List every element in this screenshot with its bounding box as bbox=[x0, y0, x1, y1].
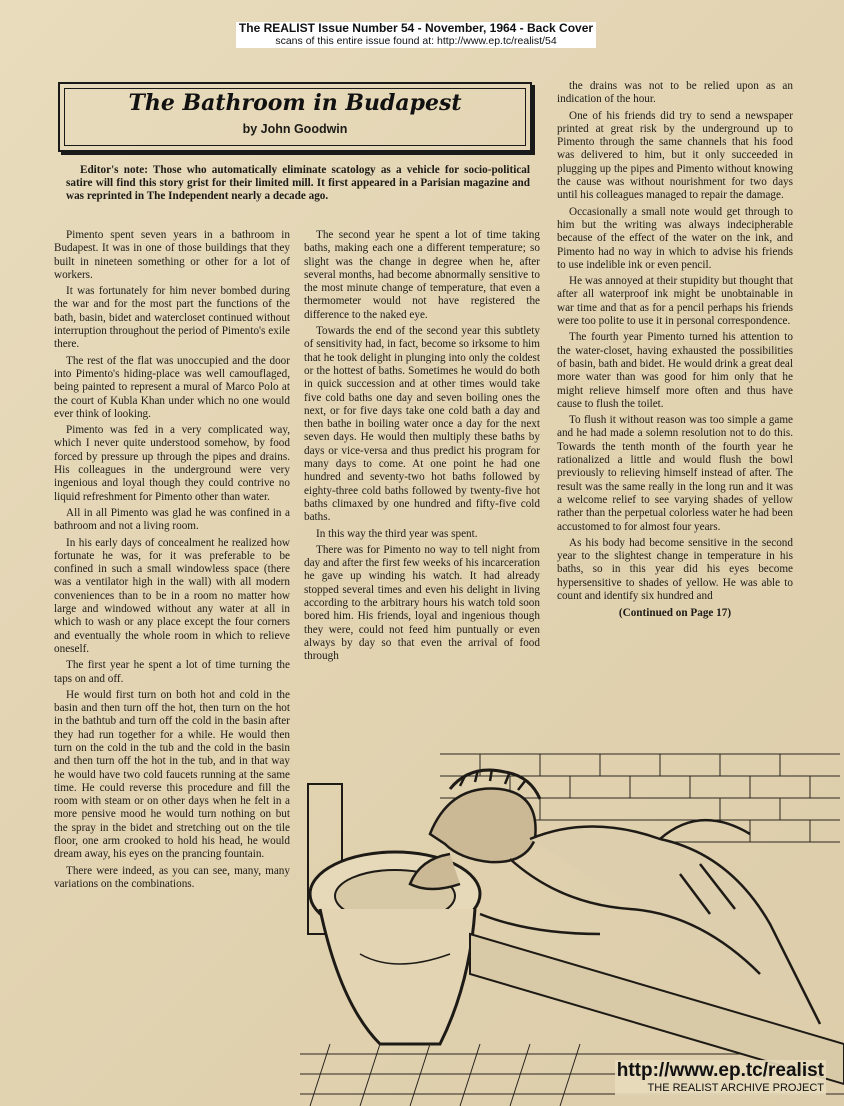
archive-footer bbox=[615, 1060, 826, 1095]
title-box bbox=[58, 82, 532, 152]
paragraph: It was fortunately for him never bombed during the war and for the most part the functions of the bath, basin, bidet and watercloset continued without interruption throughout the period of Pimento's exile there. bbox=[54, 285, 290, 351]
paragraph: The rest of the flat was unoccupied and the door into Pimento's hiding-place was well camouflaged, being painted to represent a mural of Marco Polo at the court of Kubla Khan under which no one would ever think of looking. bbox=[54, 354, 290, 420]
paragraph: All in all Pimento was glad he was confined in a bathroom and not a living room. bbox=[54, 506, 290, 533]
paragraph: The second year he spent a lot of time taking baths, making each one a different temperature; so slight was the change in degree when he, after several months, had become abnormally sensitive to the most minute change of temperature, that even a thermometer would not have registered the difference to the naked eye. bbox=[304, 229, 540, 321]
article-column-1 bbox=[54, 229, 290, 894]
article-column-2 bbox=[304, 229, 540, 667]
scans-link-caption: scans of this entire issue found at: http://www.ep.tc/realist/54 bbox=[275, 35, 557, 47]
article-title: The Bathroom in Budapest bbox=[128, 90, 462, 116]
paragraph: In this way the third year was spent. bbox=[316, 527, 478, 540]
paragraph: The first year he spent a lot of time turning the taps on and off. bbox=[54, 659, 290, 685]
paragraph: He would first turn on both hot and cold in the basin and then turn off the hot, then turn on the hot in the bathtub and turn off the cold in the basin after they had run together for a while. He would then turn on the cold in the tub and the cold in the basin and then turn off the hot in the tub, and in that way he would have two cold faucets running at the same time. He could reverse this procedure and fill the room with steam or on other days when he felt in a more pensive mood he would turn nothing on but the spray in the bidet and stretching out on the tile floor, one arm crooked to hold his head, he would dream away, his eyes on the prancing fountain. bbox=[54, 688, 290, 861]
paragraph: He was annoyed at their stupidity but thought that after all waterproof ink might be unobtainable in war time and that as for a pencil perhaps his friends were too polite to use it in personal correspondence. bbox=[557, 275, 793, 328]
paragraph: In his early days of concealment he realized how fortunate he was, for it was preferable to be confined in such a small windowless space (there was a ventilator high in the wall) with all modern conveniences than to be in a room no matter how large and windowed without any water at all in which to wash or any place except the four corners and eventually the whole room in which to relieve oneself. bbox=[54, 536, 290, 655]
toilet-illustration bbox=[300, 744, 844, 1106]
paragraph: There was for Pimento no way to tell night from day and after the first few weeks of his incarceration he gave up winding his watch. It had already stopped several times and even his delight in living according to the arbitrary hours his watch told soon bored him. His friends, loyal and ingenious though they were, could not feed him puntually or even always by day so that even the arrival of food through bbox=[304, 543, 540, 663]
paragraph: To flush it without reason was too simple a game and he had made a solemn resolution not to do this. Towards the tenth month of the fourth year he rationalized a little and would flush the bowl previously to relieving himself instead of after. The result was the same really in the long run and it was a welcome relief to see varying shades of yellow rather than the perpetual colorless water he had been accustomed to for almost four years. bbox=[557, 414, 793, 533]
paragraph: Occasionally a small note would get through to him but the writing was always indecipherable because of the effect of the water on the ink, and Pimento had no way in which to advise his friends to use indelible ink or even pencil. bbox=[557, 205, 793, 271]
paragraph: There were indeed, as you can see, many, many variations on the combinations. bbox=[54, 864, 290, 890]
archive-url: http://www.ep.tc/realist bbox=[616, 1060, 824, 1081]
paragraph: Pimento spent seven years in a bathroom in Budapest. It was in one of those buildings that they built in nineteen something or other for a lot of workers. bbox=[54, 229, 290, 281]
paragraph: the drains was not to be relied upon as an indication of the hour. bbox=[557, 80, 793, 106]
paragraph: As his body had become sensitive in the second year to the slightest change in temperature in his baths, so in this year did his eyes become hypersensitive to shades of yellow. He was able to count and identify six hundred and bbox=[557, 536, 793, 602]
article-column-3 bbox=[557, 80, 793, 624]
paragraph: One of his friends did try to send a newspaper printed at great risk by the underground up to Pimento through the same channels that his food was delivered to him, but it only succeeded in plugging up the pipes and Pimento without knowing the cause was without nourishment for two days until his colleagues managed to repair the damage. bbox=[557, 109, 793, 202]
issue-caption: The REALIST Issue Number 54 - November, 1964 - Back Cover bbox=[238, 21, 594, 35]
editors-note: Editor's note: Those who automatically eliminate scatology as a vehicle for socio-political satire will find this story grist for their limited mill. It first appeared in a Parisian magazine and was reprinted in The Independent nearly a decade ago. bbox=[66, 164, 530, 203]
archive-project-label: THE REALIST ARCHIVE PROJECT bbox=[647, 1082, 824, 1094]
paragraph: The fourth year Pimento turned his attention to the water-closet, having exhausted the possibilities of basin, bath and bidet. He would drink a great deal more water than was good for him only that he might relieve himself more often and thus have cause to flush the toilet. bbox=[557, 331, 793, 410]
archive-header-banner bbox=[236, 22, 596, 48]
continued-notice: (Continued on Page 17) bbox=[618, 607, 732, 620]
paragraph: Towards the end of the second year this subtlety of sensitivity had, in fact, become so irksome to him that he took delight in plunging into only the coldest or the hottest of baths. Sometimes he would do both in quick succession and at other times would take five cold baths one day and seven boiling ones the next, or for five days take one cold bath a day and then bathe in boiling water once a day for the next seven days. He would then multiply these baths by days or vice-versa and thus predict his program for many days to come. At one point he had one hundred and seventy-two hot baths followed by eighty-three cold baths followed by twenty-five hot baths climaxed by one hundred and fifty-five cold baths. bbox=[304, 325, 540, 524]
article-byline: by John Goodwin bbox=[242, 122, 348, 136]
paragraph: Pimento was fed in a very complicated way, which I never quite understood somehow, by food forced by pressure up through the pipes and drains. His colleagues in the underground were very ingenious and loyal though they could contrive no liquid refreshment for Pimento other than water. bbox=[54, 424, 290, 503]
